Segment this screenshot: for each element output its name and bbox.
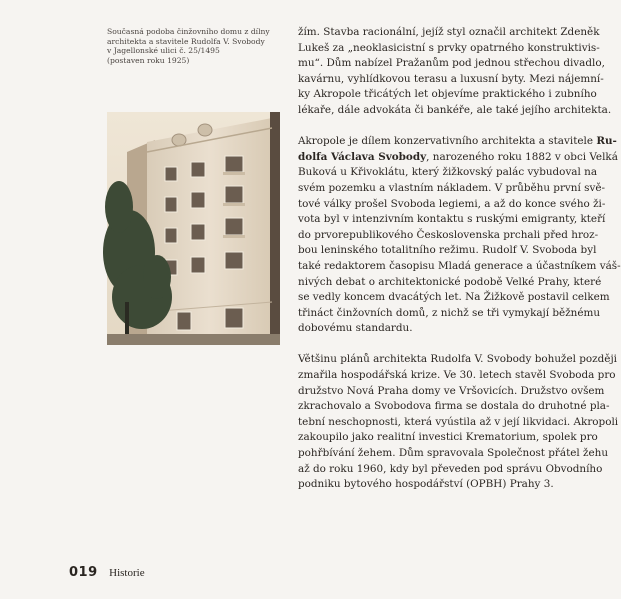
text-line: Akropole je dílem konzervativního architekta a stavitele Ru- — [298, 135, 617, 148]
text-line: mu“. Dům nabízel Pražanům pod jednou střechou divadlo, — [298, 57, 605, 70]
text-line: družstvo Nová Praha domy ve Vršovicích. Družstvo ovšem — [298, 384, 605, 397]
caption-line: architekta a stavitele Rudolfa V. Svobody — [107, 36, 265, 46]
page-footer — [69, 565, 145, 580]
text-line: kavárnu, vyhlídkovou terasu a luxusní byty. Mezi nájemní- — [298, 72, 604, 85]
text-line: se vedly koncem dvacátých let. Na Žižkově postavil celkem — [298, 291, 610, 304]
text-line: zkrachovalo a Svobodova firma se dostala do druhotné pla- — [298, 400, 610, 413]
paragraph-2 — [298, 134, 621, 337]
page-number: 019 — [69, 565, 98, 580]
text-line: zmařila hospodářská krize. Ve 30. letech stavěl Svoboda pro — [298, 369, 616, 382]
text-line: tební neschopnosti, která vyústila až v její likvidaci. Akropoli — [298, 415, 619, 428]
text-line: Většinu plánů architekta Rudolfa V. Svobody bohužel později — [298, 353, 617, 366]
text-line: dobovému standardu. — [298, 322, 413, 335]
caption-line: Současná podoba činžovního domu z dílny — [107, 27, 270, 36]
text-line: žím. Stavba racionální, jejíž styl označil architekt Zdeněk — [298, 26, 600, 38]
text-line: třináct činžovních domů, z nichž se tři vymykají běžnému — [298, 306, 601, 319]
text-line: tové války prošel Svoboda legiemi, a až do konce svého ži- — [298, 197, 606, 210]
text-line: pohřbívání žehem. Dům spravovala Společnost přátel žehu — [298, 447, 609, 460]
building-photo — [107, 112, 280, 345]
paragraph-1 — [298, 25, 612, 119]
paragraph-3 — [298, 352, 619, 492]
photo-caption — [107, 27, 282, 65]
text-line: bou leninského totalitního režimu. Rudolf V. Svoboda byl — [298, 244, 597, 257]
text-line: ky Akropole třicátých let objevíme praktického i zubního — [298, 88, 597, 101]
building-photo-image — [107, 112, 280, 345]
section-name: Historie — [109, 567, 145, 579]
text-line: lékaře, dále advokáta či bankéře, ale také jejího architekta. — [298, 103, 612, 116]
caption-line: (postaven roku 1925) — [107, 55, 190, 65]
text-line: podniku bytového hospodářství (OPBH) Prahy 3. — [298, 478, 554, 491]
text-line: Buková u Křivoklátu, který žižkovský palác vybudoval na — [298, 166, 598, 179]
text-line: vota byl v intenzivním kontaktu s ruskými emigranty, kteří — [298, 213, 606, 226]
text-line: Lukeš za „neoklasicistní s prvky opatrného konstruktivis- — [298, 41, 600, 54]
text-line: nivých debat o architektonické podobě Velké Prahy, které — [298, 275, 602, 288]
text-line: až do roku 1960, kdy byl převeden pod správu Obvodního — [298, 462, 603, 475]
text-line: do prvorepublikového Československa prchali před hroz- — [298, 228, 599, 241]
text-line: zakoupilo jako realitní investici Krematorium, spolek pro — [298, 431, 598, 444]
caption-line: v Jagellonské ulici č. 25/1495 — [107, 46, 220, 56]
text-line: svém pozemku a vlastním nákladem. V průběhu první svě- — [298, 181, 605, 194]
text-line: také redaktorem časopisu Mladá generace a účastníkem váš- — [298, 259, 621, 272]
text-line: dolfa Václava Svobody, narozeného roku 1882 v obci Velká — [298, 150, 618, 163]
article-text — [298, 25, 621, 508]
